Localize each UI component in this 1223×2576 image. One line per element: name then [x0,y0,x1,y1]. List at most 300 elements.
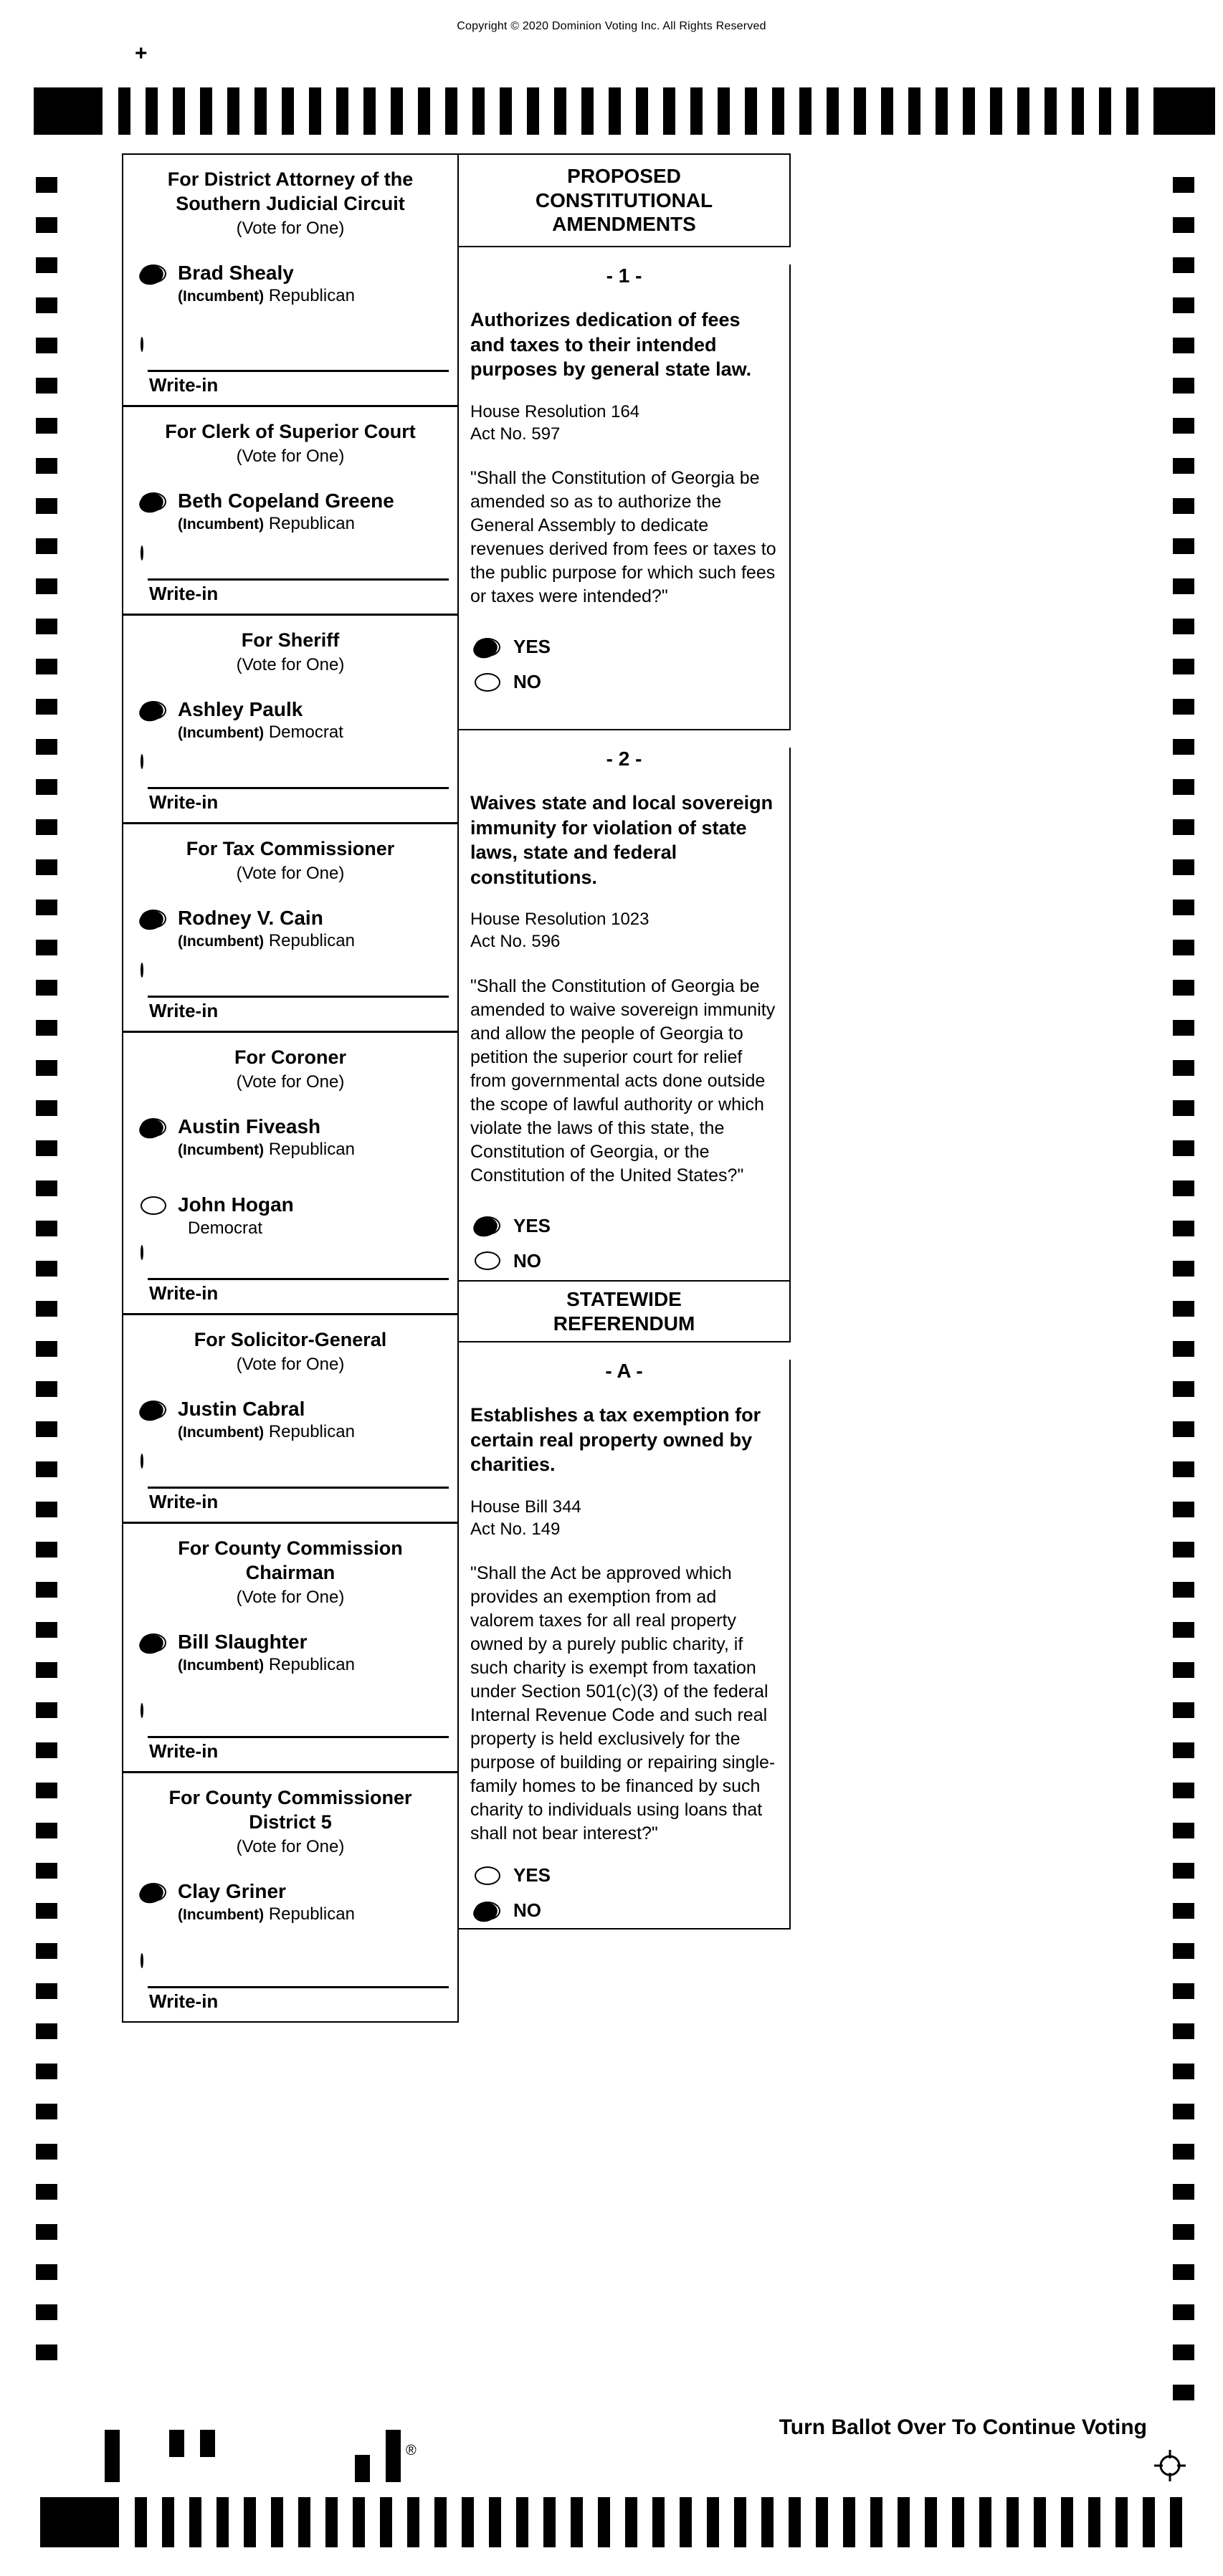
timing-mark [1173,378,1194,393]
timing-mark [146,87,158,135]
timing-mark [36,1582,57,1598]
candidate-oval[interactable] [141,910,166,928]
candidate-option [141,1879,457,1924]
candidate-option [141,261,457,306]
timing-mark [1173,217,1194,233]
timing-mark [36,859,57,875]
timing-mark [391,87,403,135]
timing-mark [36,659,57,674]
timing-mark [1173,1903,1194,1919]
timing-mark [1173,1301,1194,1317]
timing-mark [1173,1582,1194,1598]
ballot-code-bar [169,2430,184,2457]
timing-mark [36,1903,57,1919]
no-option [475,671,789,693]
referendum-header: STATEWIDE REFERENDUM [457,1282,791,1342]
timing-mark [36,578,57,594]
vote-for-instruction: (Vote for One) [236,446,345,466]
measure-act-number: Act No. 596 [470,932,561,952]
no-label: NO [513,1899,541,1922]
timing-mark [1173,1421,1194,1437]
timing-mark [925,2497,937,2547]
timing-mark [418,87,430,135]
timing-mark [462,2497,474,2547]
contest-title: For Sheriff [241,629,340,651]
timing-mark [36,1742,57,1758]
write-in-oval[interactable] [141,545,143,560]
timing-mark [36,1261,57,1277]
no-option [475,1899,789,1922]
candidate-name: Beth Copeland Greene [178,489,394,512]
timing-mark [1173,1020,1194,1036]
timing-mark [36,1381,57,1397]
candidate-party: Republican [268,1654,355,1674]
measure-number: - A - [605,1360,643,1382]
candidate-party: Republican [268,930,355,950]
timing-mark [434,2497,447,2547]
timing-mark [200,87,212,135]
timing-mark [36,1702,57,1718]
timing-mark [718,87,730,135]
candidate-option [141,697,457,743]
timing-mark [870,2497,882,2547]
timing-mark [1126,87,1138,135]
timing-mark [581,87,594,135]
candidate-party: Republican [268,513,355,533]
yes-oval[interactable] [475,1866,500,1885]
timing-mark [36,1341,57,1357]
registration-plus-mark: + [135,42,148,65]
measure-referendum-a [457,1360,791,1929]
write-in-label: Write-in [149,791,219,813]
timing-mark [36,619,57,634]
contest-title: For County Commission Chairman [178,1537,403,1583]
timing-mark [36,2344,57,2360]
incumbent-label: (Incumbent) [178,1141,265,1158]
timing-mark [816,2497,828,2547]
timing-mark [36,900,57,915]
ballot-code-bar [200,2430,215,2457]
timing-mark [36,1301,57,1317]
timing-mark [598,2497,610,2547]
timing-mark [173,87,185,135]
timing-mark [707,2497,719,2547]
timing-mark [1173,659,1194,674]
candidate-option [141,1397,457,1442]
timing-mark [309,87,321,135]
timing-mark [118,87,130,135]
write-in-label: Write-in [149,1740,219,1762]
write-in-oval[interactable] [141,963,143,978]
timing-mark [1173,2344,1194,2360]
timing-mark [36,378,57,393]
contest-county-commission-chairman [123,1522,457,1771]
vote-for-instruction: (Vote for One) [236,654,345,674]
timing-mark [445,87,457,135]
timing-mark [36,1783,57,1798]
timing-mark [652,2497,665,2547]
write-in-oval[interactable] [141,754,143,769]
candidate-name: Brad Shealy [178,261,294,284]
measure-act-number: Act No. 597 [470,424,561,444]
timing-mark [1173,297,1194,313]
measure-question: "Shall the Act be approved which provides an exemption from ad valorem taxes for all real property owned by a purely public charity, if such charity is exempt from taxation under Section 501(c)(3) of the federal Internal Revenue Code and such real property is held exclusively for the purpose of building or repairing single-family homes to be financed by such charity to individuals using loans that shall not bear interest?" [470,1563,776,1844]
timing-mark [36,418,57,434]
measure-amendment-2 [457,748,791,1282]
candidate-oval[interactable] [141,701,166,720]
timing-mark [571,2497,583,2547]
candidate-party: Republican [268,1421,355,1441]
timing-mark [36,2304,57,2320]
write-in-oval[interactable] [141,1454,143,1469]
timing-mark [363,87,376,135]
incumbent-label: (Incumbent) [178,1906,265,1923]
timing-mark [761,2497,774,2547]
candidate-oval[interactable] [141,264,166,283]
timing-mark [789,2497,801,2547]
timing-mark [36,940,57,955]
top-timing-marks [34,87,1215,135]
timing-mark [36,1823,57,1838]
timing-mark [36,1943,57,1959]
timing-mark [36,538,57,554]
timing-mark [244,2497,256,2547]
timing-mark [36,338,57,353]
timing-mark [36,257,57,273]
yes-oval[interactable] [475,1216,500,1235]
timing-block [1153,87,1215,135]
timing-mark [680,2497,692,2547]
candidate-name: Rodney V. Cain [178,906,323,929]
no-oval[interactable] [475,1902,500,1920]
write-in-oval[interactable] [141,337,143,352]
yes-label: YES [513,1214,551,1236]
timing-mark [500,87,512,135]
contest-county-commissioner-district-5 [123,1771,457,2021]
timing-mark [36,699,57,715]
timing-mark [36,2184,57,2200]
yes-label: YES [513,636,551,658]
timing-mark [1173,1140,1194,1156]
timing-mark [336,87,348,135]
timing-mark [36,739,57,755]
timing-mark [1173,940,1194,955]
timing-mark [1072,87,1084,135]
measure-number: - 1 - [606,264,642,287]
timing-mark [1173,1783,1194,1798]
timing-mark [162,2497,174,2547]
copyright-notice: Copyright © 2020 Dominion Voting Inc. All Rights Reserved [457,20,766,32]
timing-mark [1173,1863,1194,1879]
incumbent-label: (Incumbent) [178,1656,265,1674]
contest-title: For District Attorney of the Southern Judicial Circuit [167,168,414,214]
write-in-label: Write-in [149,1000,219,1021]
timing-mark [1173,338,1194,353]
timing-mark [1173,1502,1194,1517]
timing-mark [36,1180,57,1196]
timing-mark [36,1622,57,1638]
timing-mark [1173,2385,1194,2400]
candidate-option [141,489,457,534]
timing-mark [1173,1180,1194,1196]
measure-authority: House Resolution 1023 [470,910,649,930]
timing-mark [1173,2224,1194,2240]
timing-mark [1173,1381,1194,1397]
timing-mark [690,87,703,135]
contest-title: For Clerk of Superior Court [165,421,416,442]
timing-mark [772,87,784,135]
registration-crosshair-icon [1153,2448,1187,2483]
timing-mark [36,980,57,996]
yes-option [475,1215,789,1237]
write-in-oval[interactable] [141,1953,143,1968]
ballot-code-bar [105,2430,120,2482]
timing-mark [1173,2304,1194,2320]
timing-mark [799,87,812,135]
measure-amendment-1 [457,264,791,730]
no-oval[interactable] [475,673,500,692]
ballot-code-bar [355,2455,370,2482]
timing-mark [1173,538,1194,554]
timing-mark [1007,2497,1019,2547]
vote-for-instruction: (Vote for One) [236,1587,345,1607]
vote-for-instruction: (Vote for One) [236,1836,345,1856]
candidate-name: Ashley Paulk [178,697,303,720]
registered-trademark-symbol: ® [406,2443,417,2458]
timing-mark [1173,900,1194,915]
candidate-party: Republican [268,1139,355,1159]
timing-mark [1173,2184,1194,2200]
vote-for-instruction: (Vote for One) [236,218,345,238]
write-in-label: Write-in [149,374,219,396]
timing-mark [1173,2264,1194,2280]
timing-mark [36,1221,57,1236]
timing-mark [380,2497,392,2547]
no-label: NO [513,1249,541,1272]
timing-mark [36,1060,57,1076]
candidate-name: John Hogan [178,1193,294,1216]
timing-mark [1099,87,1111,135]
timing-mark [1173,1662,1194,1678]
timing-mark [1173,1060,1194,1076]
timing-mark [1143,2497,1155,2547]
bottom-timing-marks [40,2497,1197,2547]
timing-mark [609,87,621,135]
timing-mark [1173,819,1194,835]
write-in-label: Write-in [149,583,219,604]
candidate-name: Clay Griner [178,1879,286,1902]
timing-mark [1044,87,1057,135]
timing-mark [734,2497,746,2547]
candidate-oval[interactable] [141,1883,166,1902]
timing-mark [36,177,57,193]
timing-mark [1034,2497,1046,2547]
timing-mark [636,87,648,135]
timing-mark [135,2497,147,2547]
timing-mark [36,2224,57,2240]
write-in-oval[interactable] [141,1245,143,1260]
measure-number: - 2 - [606,748,642,770]
candidate-oval[interactable] [141,1196,166,1215]
measures-column [457,153,791,1929]
timing-mark [908,87,920,135]
ballot-code-bar [386,2430,401,2482]
timing-mark [282,87,294,135]
yes-option [475,636,789,658]
timing-mark [952,2497,964,2547]
timing-mark [36,1461,57,1477]
contest-column [122,153,459,2023]
timing-mark [843,2497,855,2547]
timing-mark [36,2144,57,2160]
incumbent-label: (Incumbent) [178,724,265,741]
contest-district-attorney [123,155,457,405]
contest-clerk-superior-court [123,405,457,614]
timing-mark [1173,2064,1194,2079]
candidate-party: Republican [268,285,355,305]
timing-mark [489,2497,501,2547]
timing-mark [1170,2497,1182,2547]
candidate-option [141,1630,457,1675]
timing-mark [1173,578,1194,594]
timing-mark [216,2497,229,2547]
timing-mark [36,779,57,795]
timing-mark [36,1983,57,1999]
incumbent-label: (Incumbent) [178,1423,265,1441]
timing-mark [472,87,485,135]
measure-summary: Establishes a tax exemption for certain real property owned by charities. [470,1404,761,1476]
timing-mark [1173,619,1194,634]
timing-mark [663,87,675,135]
no-option [475,1250,789,1272]
timing-mark [36,1421,57,1437]
timing-mark [36,2064,57,2079]
timing-mark [1173,458,1194,474]
timing-mark [1173,418,1194,434]
no-oval[interactable] [475,1251,500,1270]
timing-mark [979,2497,991,2547]
timing-mark [36,1020,57,1036]
timing-mark [1173,1622,1194,1638]
timing-mark [36,1863,57,1879]
timing-mark [227,87,239,135]
timing-mark [1017,87,1029,135]
timing-mark [1173,1742,1194,1758]
incumbent-label: (Incumbent) [178,515,265,533]
yes-oval[interactable] [475,638,500,657]
timing-mark [1173,2104,1194,2119]
measure-authority: House Resolution 164 [470,401,640,421]
incumbent-label: (Incumbent) [178,287,265,305]
timing-mark [1173,1943,1194,1959]
candidate-name: Bill Slaughter [178,1630,308,1653]
timing-mark [1173,177,1194,193]
timing-mark [353,2497,365,2547]
contest-title: For Solicitor-General [194,1329,387,1350]
timing-mark [36,458,57,474]
candidate-oval[interactable] [141,492,166,511]
timing-mark [1173,1461,1194,1477]
candidate-oval[interactable] [141,1401,166,1419]
measure-authority: House Bill 344 [470,1497,581,1517]
timing-mark [1173,498,1194,514]
candidate-party: Democrat [188,1218,263,1238]
contest-sheriff [123,614,457,822]
candidate-oval[interactable] [141,1633,166,1652]
measure-question: "Shall the Constitution of Georgia be amended so as to authorize the General Assembly to dedicate revenues derived from fees or taxes to the public purpose for which such fees or taxes were intended?" [470,468,776,607]
timing-mark [1173,1221,1194,1236]
measure-summary: Waives state and local sovereign immunity for violation of state laws, state and federal constitutions. [470,792,774,888]
timing-mark [271,2497,283,2547]
contest-title: For Tax Commissioner [186,838,395,859]
timing-mark [36,2104,57,2119]
timing-mark [1173,2144,1194,2160]
timing-mark [1173,1261,1194,1277]
timing-mark [1173,980,1194,996]
left-timing-marks [36,177,57,2385]
timing-mark [1061,2497,1073,2547]
candidate-option [141,1115,457,1160]
contest-coroner [123,1031,457,1313]
timing-mark [1173,2023,1194,2039]
timing-mark [881,87,893,135]
timing-mark [189,2497,201,2547]
timing-mark [1173,699,1194,715]
timing-mark [898,2497,910,2547]
timing-mark [516,2497,528,2547]
timing-mark [1173,1341,1194,1357]
timing-mark [1173,779,1194,795]
timing-mark [1088,2497,1100,2547]
timing-mark [936,87,948,135]
yes-option [475,1864,789,1886]
timing-mark [36,1140,57,1156]
timing-mark [543,2497,556,2547]
timing-mark [1173,1542,1194,1557]
timing-mark [1115,2497,1128,2547]
timing-mark [36,498,57,514]
timing-mark [36,819,57,835]
candidate-party: Republican [268,1904,355,1924]
timing-mark [36,1662,57,1678]
timing-mark [625,2497,637,2547]
timing-mark [36,297,57,313]
timing-mark [963,87,975,135]
timing-mark [1173,739,1194,755]
contest-solicitor-general [123,1313,457,1522]
timing-mark [407,2497,419,2547]
candidate-name: Austin Fiveash [178,1115,321,1137]
write-in-label: Write-in [149,1990,219,2012]
timing-mark [36,1100,57,1116]
contest-title: For Coroner [234,1046,346,1068]
timing-mark [36,217,57,233]
candidate-oval[interactable] [141,1118,166,1137]
timing-mark [990,87,1002,135]
vote-for-instruction: (Vote for One) [236,1072,345,1092]
timing-mark [36,2264,57,2280]
write-in-oval[interactable] [141,1703,143,1718]
timing-mark [36,1542,57,1557]
timing-block [34,87,103,135]
candidate-option [141,1193,457,1238]
timing-mark [254,87,267,135]
vote-for-instruction: (Vote for One) [236,863,345,883]
right-timing-marks [1173,177,1194,2425]
timing-mark [1173,257,1194,273]
amendments-header: PROPOSED CONSTITUTIONAL AMENDMENTS [457,153,791,247]
candidate-party: Democrat [268,722,343,742]
